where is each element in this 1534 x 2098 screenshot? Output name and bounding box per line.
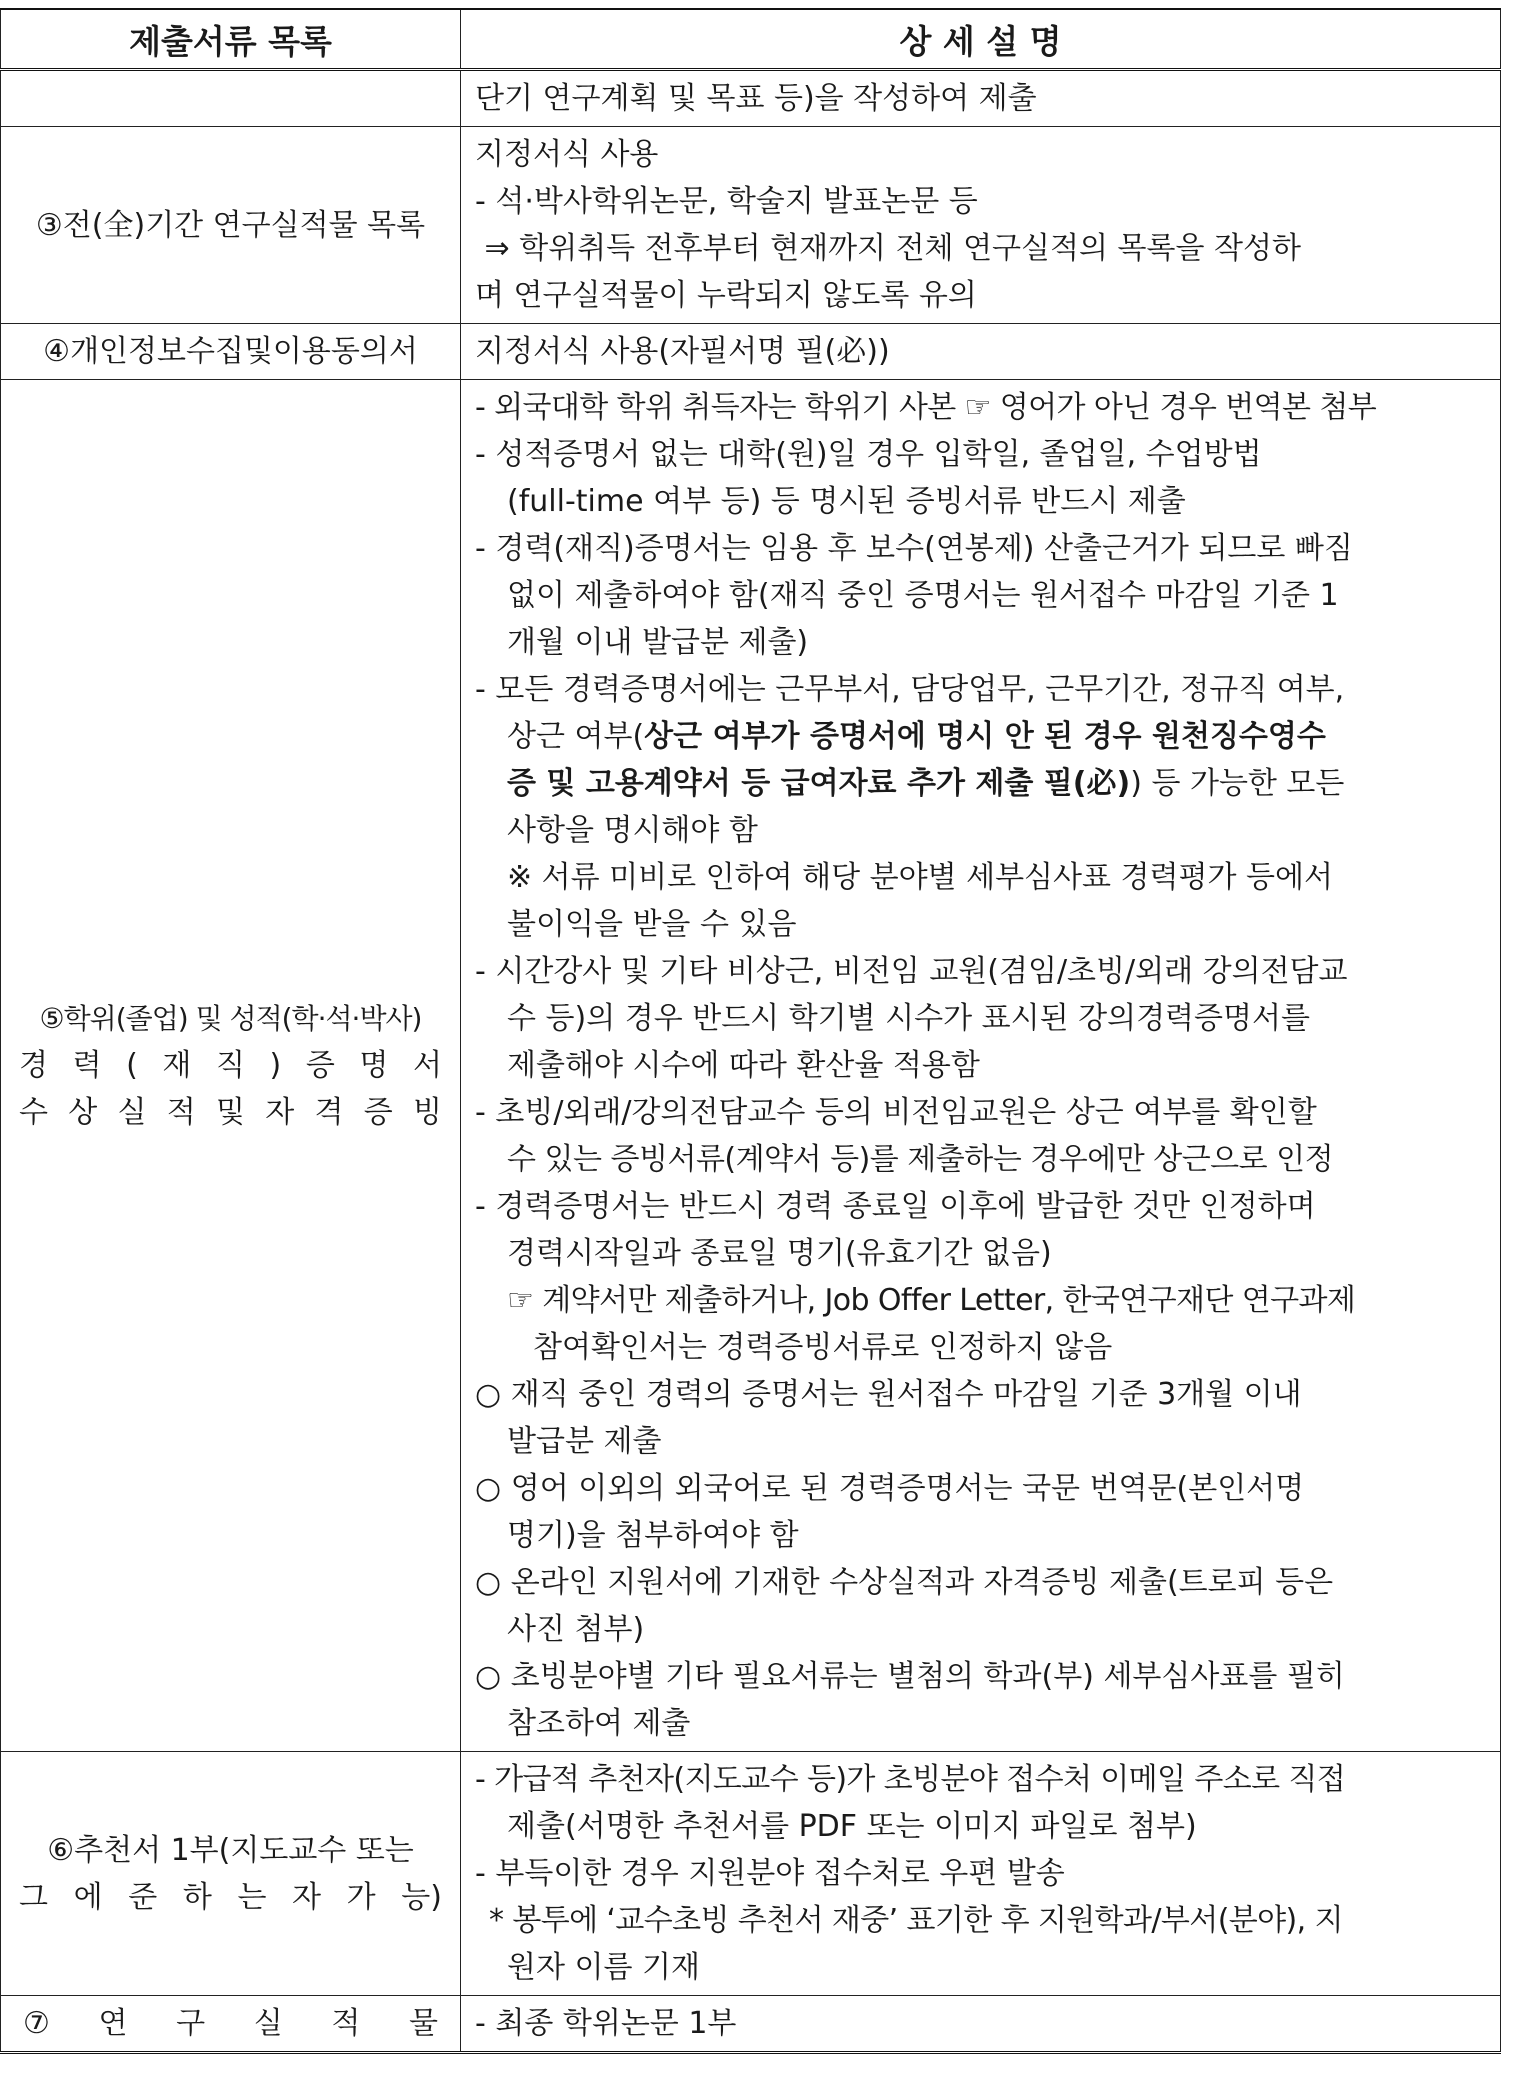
label-char: 자 bbox=[265, 1095, 295, 1130]
detail-line: 참여확인서는 경력증빙서류로 인정하지 않음 bbox=[533, 1330, 1113, 1365]
detail-text: ) 등 가능한 모든 bbox=[1130, 766, 1345, 801]
detail-line: ※ 서류 미비로 인하여 해당 분야별 세부심사표 경력평가 등에서 bbox=[507, 860, 1333, 895]
label-line-awards bbox=[19, 1089, 442, 1136]
label-line-spread bbox=[23, 2000, 438, 2047]
label-char: 에 bbox=[73, 1879, 103, 1915]
detail-line: 제출해야 시수에 따라 환산율 적용함 bbox=[507, 1048, 980, 1083]
label-char: 서 bbox=[412, 1048, 442, 1083]
label-char: 능) bbox=[401, 1879, 442, 1915]
row-label-recommendation bbox=[1, 1752, 461, 1996]
label-char: 구 bbox=[176, 2006, 206, 2041]
row-label-research-output bbox=[1, 1996, 461, 2053]
detail-line: - 시간강사 및 기타 비상근, 비전임 교원(겸임/초빙/외래 강의전담교 bbox=[475, 954, 1348, 989]
label-char: 증 bbox=[305, 1048, 335, 1083]
label-char: 직 bbox=[215, 1048, 245, 1083]
label-char: 그 bbox=[19, 1879, 48, 1915]
detail-line: - 경력증명서는 반드시 경력 종료일 이후에 발급한 것만 인정하며 bbox=[475, 1189, 1316, 1224]
detail-emphasis: 상근 여부가 증명서에 명시 안 된 경우 원천징수영수 bbox=[644, 719, 1326, 754]
label-line-spread bbox=[19, 1874, 442, 1921]
label-char: 적 bbox=[331, 2006, 361, 2041]
table-row bbox=[1, 380, 1501, 1752]
detail-line: - 초빙/외래/강의전담교수 등의 비전임교원은 상근 여부를 확인할 bbox=[475, 1095, 1317, 1130]
detail-line: ○ 영어 이외의 외국어로 된 경력증명서는 국문 번역문(본인서명 bbox=[475, 1471, 1305, 1506]
row-label-privacy-consent: ④개인정보수집및이용동의서 bbox=[1, 324, 461, 380]
detail-line: 원자 이름 기재 bbox=[507, 1950, 700, 1985]
header-details: 상 세 설 명 bbox=[461, 9, 1501, 70]
row-detail bbox=[461, 324, 1501, 380]
detail-line: 수 등)의 경우 반드시 학기별 시수가 표시된 강의경력증명서를 bbox=[507, 1001, 1310, 1036]
label-char: 상 bbox=[68, 1095, 98, 1130]
document-table-wrapper bbox=[0, 8, 1500, 2054]
detail-line: 개월 이내 발급분 제출) bbox=[507, 625, 809, 660]
detail-text: 상근 여부( bbox=[507, 719, 645, 754]
row-label-research-list: ③전(全)기간 연구실적물 목록 bbox=[1, 127, 461, 324]
detail-line: 불이익을 받을 수 있음 bbox=[507, 907, 797, 942]
detail-line: ☞ 계약서만 제출하거나, Job Offer Letter, 한국연구재단 연구과제 bbox=[507, 1283, 1356, 1318]
table-row bbox=[1, 1996, 1501, 2053]
detail-line: 지정서식 사용(자필서명 필(必)) bbox=[475, 334, 890, 369]
header-documents: 제출서류 목록 bbox=[1, 9, 461, 70]
label-char: 명 bbox=[359, 1048, 389, 1083]
label-char: 가 bbox=[346, 1879, 376, 1915]
detail-line: ○ 초빙분야별 기타 필요서류는 별첨의 학과(부) 세부심사표를 필히 bbox=[475, 1659, 1345, 1694]
table-row bbox=[1, 127, 1501, 324]
label-char: ( bbox=[126, 1048, 138, 1083]
detail-line: - 성적증명서 없는 대학(원)일 경우 입학일, 졸업일, 수업방법 bbox=[475, 437, 1262, 472]
submission-documents-table bbox=[0, 8, 1501, 2054]
label-char: 격 bbox=[314, 1095, 344, 1130]
label-char: 는 bbox=[237, 1879, 267, 1915]
detail-line: 수 있는 증빙서류(계약서 등)를 제출하는 경우에만 상근으로 인정 bbox=[507, 1142, 1334, 1177]
row-detail bbox=[461, 380, 1501, 1752]
label-char: 경 bbox=[19, 1048, 48, 1083]
table-row bbox=[1, 70, 1501, 127]
label-char: 실 bbox=[253, 2006, 283, 2041]
label-char: 재 bbox=[162, 1048, 192, 1083]
label-char: 력 bbox=[72, 1048, 102, 1083]
detail-line: - 외국대학 학위 취득자는 학위기 사본 ☞ 영어가 아닌 경우 번역본 첨부 bbox=[475, 390, 1377, 425]
label-char: ⑦ bbox=[23, 2006, 50, 2041]
row-detail bbox=[461, 1996, 1501, 2053]
label-line: ⑤학위(졸업) 및 성적(학·석·박사) bbox=[39, 1002, 422, 1035]
detail-line: 발급분 제출 bbox=[507, 1424, 662, 1459]
label-char: 수 bbox=[19, 1095, 48, 1130]
detail-line: 명기)을 첨부하여야 함 bbox=[507, 1518, 799, 1553]
detail-line bbox=[475, 713, 1490, 760]
label-char: 하 bbox=[182, 1879, 212, 1915]
table-row bbox=[1, 324, 1501, 380]
row-label-empty bbox=[1, 70, 461, 127]
label-char: 증 bbox=[363, 1095, 393, 1130]
label-char: 실 bbox=[117, 1095, 147, 1130]
detail-line bbox=[475, 760, 1490, 807]
detail-line: ○ 온라인 지원서에 기재한 수상실적과 자격증빙 제출(트로피 등은 bbox=[475, 1565, 1334, 1600]
detail-emphasis: 증 및 고용계약서 등 급여자료 추가 제출 필(必) bbox=[507, 766, 1131, 801]
row-detail bbox=[461, 127, 1501, 324]
label-char: ) bbox=[269, 1048, 282, 1083]
detail-line: 사진 첨부) bbox=[507, 1612, 645, 1647]
detail-line: ○ 재직 중인 경력의 증명서는 원서접수 마감일 기준 3개월 이내 bbox=[475, 1377, 1302, 1412]
detail-line: 없이 제출하여야 함(재직 중인 증명서는 원서접수 마감일 기준 1 bbox=[507, 578, 1339, 613]
detail-line: - 최종 학위논문 1부 bbox=[475, 2006, 737, 2041]
table-row bbox=[1, 1752, 1501, 1996]
label-char: 준 bbox=[128, 1879, 158, 1915]
detail-line: 경력시작일과 종료일 명기(유효기간 없음) bbox=[507, 1236, 1052, 1271]
row-label-degree-career bbox=[1, 380, 461, 1752]
label-char: 적 bbox=[166, 1095, 196, 1130]
detail-line: - 부득이한 경우 지원분야 접수처로 우편 발송 bbox=[475, 1856, 1065, 1891]
detail-line: 지정서식 사용 bbox=[475, 137, 659, 172]
detail-line: 제출(서명한 추천서를 PDF 또는 이미지 파일로 첨부) bbox=[507, 1809, 1197, 1844]
label-char: 및 bbox=[216, 1095, 245, 1130]
detail-line: - 모든 경력증명서에는 근무부서, 담당업무, 근무기간, 정규직 여부, bbox=[475, 672, 1345, 707]
detail-line: (full-time 여부 등) 등 명시된 증빙서류 반드시 제출 bbox=[507, 484, 1186, 519]
label-char: 물 bbox=[408, 2006, 438, 2041]
detail-line: 며 연구실적물이 누락되지 않도록 유의 bbox=[475, 278, 977, 313]
detail-line: - 석·박사학위논문, 학술지 발표논문 등 bbox=[475, 184, 978, 219]
detail-line: * 봉투에 ‘교수초빙 추천서 재중’ 표기한 후 지원학과/부서(분야), 지 bbox=[489, 1903, 1343, 1938]
detail-line: - 가급적 추천자(지도교수 등)가 초빙분야 접수처 이메일 주소로 직접 bbox=[475, 1762, 1346, 1797]
label-char: 빙 bbox=[413, 1095, 442, 1130]
detail-line: 사항을 명시해야 함 bbox=[507, 813, 758, 848]
detail-line: - 경력(재직)증명서는 임용 후 보수(연봉제) 산출근거가 되므로 빠짐 bbox=[475, 531, 1353, 566]
label-char: 자 bbox=[292, 1879, 322, 1915]
label-line-career bbox=[19, 1042, 442, 1089]
header-row bbox=[1, 9, 1501, 70]
detail-line: ⇒ 학위취득 전후부터 현재까지 전체 연구실적의 목록을 작성하 bbox=[475, 231, 1301, 266]
label-line: ⑥추천서 1부(지도교수 또는 bbox=[47, 1832, 414, 1868]
row-detail bbox=[461, 1752, 1501, 1996]
row-detail bbox=[461, 70, 1501, 127]
detail-line: 참조하여 제출 bbox=[507, 1706, 691, 1741]
detail-line: 단기 연구계획 및 목표 등)을 작성하여 제출 bbox=[475, 81, 1037, 116]
label-char: 연 bbox=[98, 2006, 128, 2041]
